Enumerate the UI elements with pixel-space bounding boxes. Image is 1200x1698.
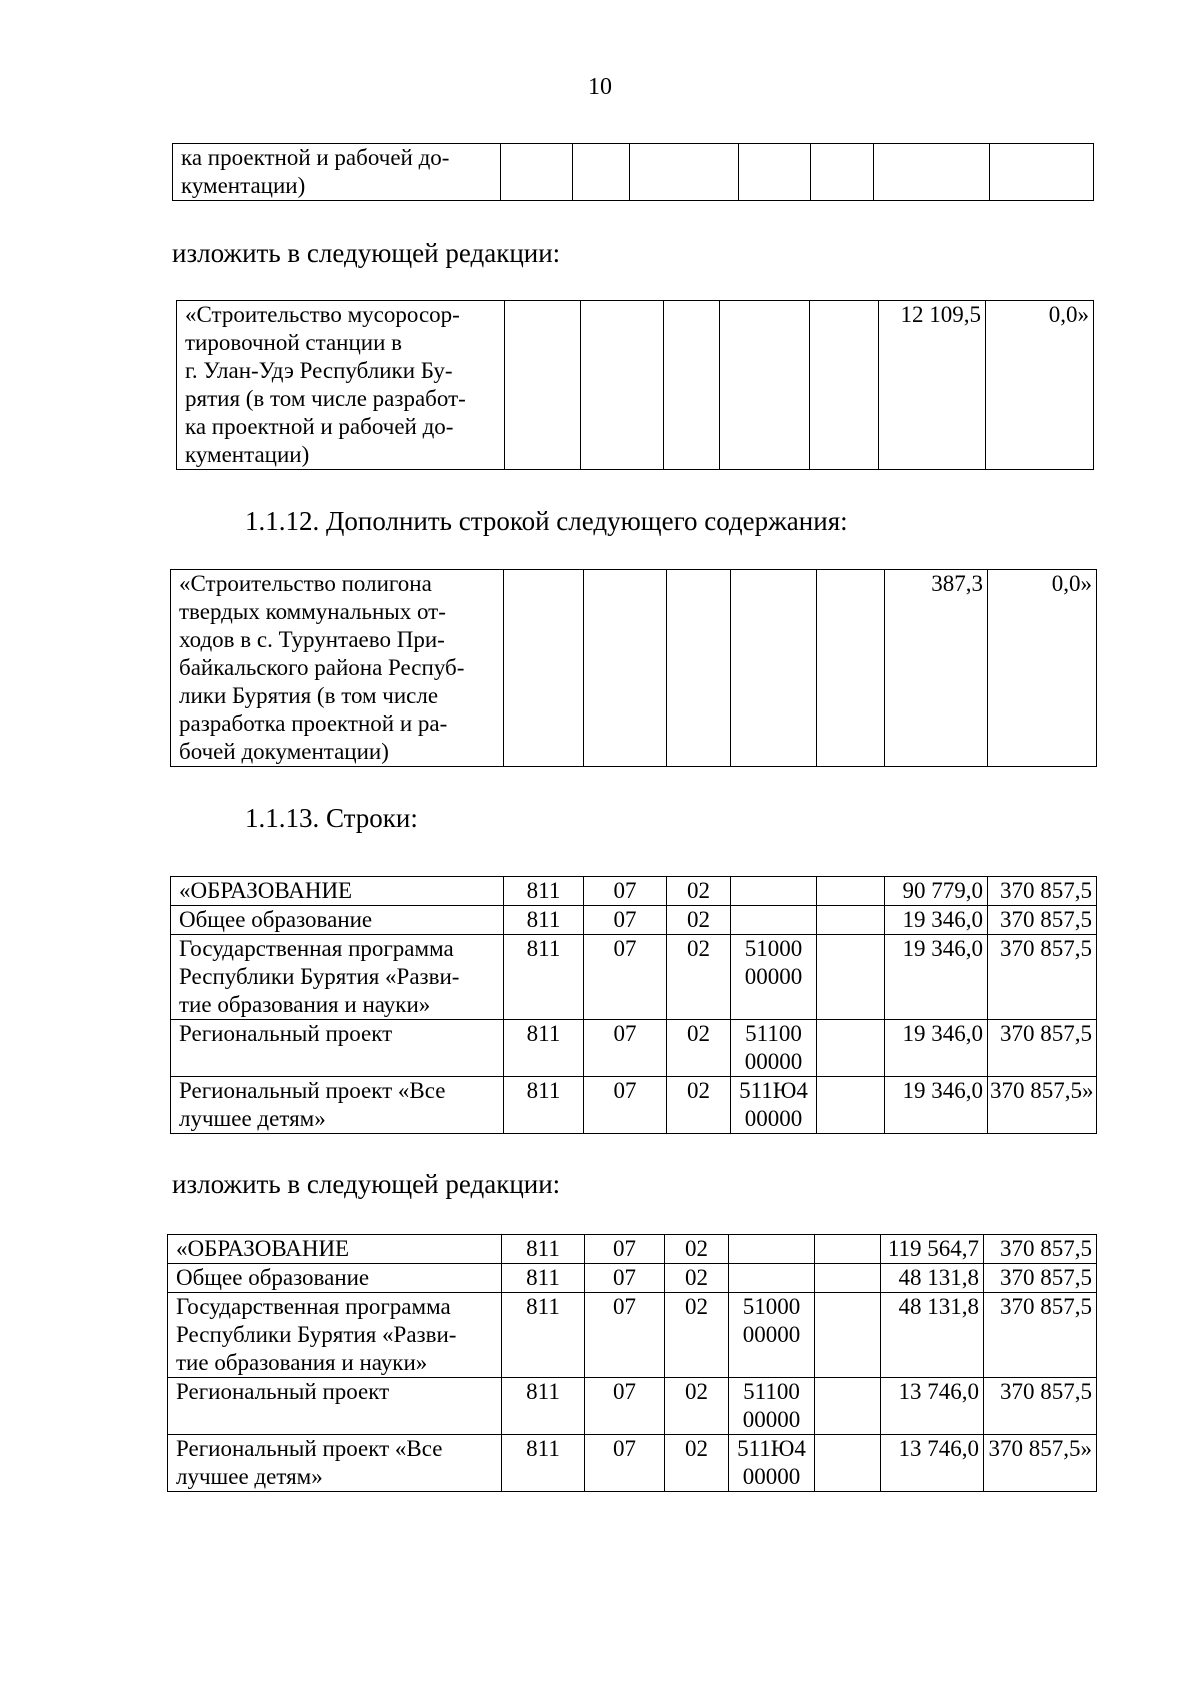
table-row: [171, 906, 1097, 935]
table-body: [173, 144, 1094, 201]
expense-type-cell: [817, 570, 885, 767]
amount2-cell: 370 857,5»: [984, 1435, 1097, 1492]
name-cell: «Строительство мусоросор- тировочной станции в г. Улан-Удэ Республики Бу- рятия (в том числе разработ- ка проектной и рабочей до- кументации): [177, 301, 505, 470]
expense-type-cell: [815, 1235, 881, 1264]
expense-type-cell: [817, 906, 885, 935]
amount2-cell: 370 857,5»: [988, 1077, 1097, 1134]
amount-cell: 19 346,0: [885, 906, 988, 935]
code-cell: [501, 144, 573, 201]
subsection-cell: [664, 301, 720, 470]
table-row: [171, 935, 1097, 1020]
amount2-cell: 370 857,5: [984, 1293, 1097, 1378]
table-row: [171, 1020, 1097, 1077]
section-heading: изложить в следующей редакции:: [172, 1169, 561, 1199]
amount-cell: 19 346,0: [885, 935, 988, 1020]
amount-cell: 19 346,0: [885, 1020, 988, 1077]
amount-cell: 387,3: [885, 570, 988, 767]
amount2-cell: 370 857,5: [984, 1378, 1097, 1435]
table-row: [168, 1293, 1097, 1378]
expense-type-cell: [810, 301, 879, 470]
amount2-cell: [990, 144, 1094, 201]
name-cell: Общее образование: [171, 906, 504, 935]
code-cell: 811: [504, 1020, 584, 1077]
section-cell: 07: [584, 1077, 667, 1134]
code-cell: 811: [502, 1293, 585, 1378]
name-cell: «Строительство полигона твердых коммунальных от- ходов в с. Турунтаево При- байкальского района Респуб- лики Бурятия (в том числе разработка проектной и ра- бочей документации): [171, 570, 504, 767]
table-replacement-waste-sorting: [176, 300, 1094, 470]
expense-type-cell: [815, 1293, 881, 1378]
subsection-cell: [630, 144, 739, 201]
code-cell: 811: [504, 935, 584, 1020]
table-body: [168, 1235, 1097, 1492]
section-heading: 1.1.12. Дополнить строкой следующего содержания:: [245, 506, 848, 536]
amount-cell: 119 564,7: [881, 1235, 984, 1264]
section-heading: 1.1.13. Строки:: [245, 803, 418, 833]
amount-cell: 13 746,0: [881, 1435, 984, 1492]
code-cell: 811: [502, 1378, 585, 1435]
expense-type-cell: [815, 1435, 881, 1492]
table-row: [168, 1264, 1097, 1293]
subsection-cell: 02: [667, 935, 731, 1020]
table-row: [168, 1235, 1097, 1264]
section-cell: 07: [584, 906, 667, 935]
amount-cell: [874, 144, 990, 201]
section-cell: [581, 301, 664, 470]
code-cell: 811: [502, 1264, 585, 1293]
target-article-cell: [729, 1235, 815, 1264]
amount2-cell: 0,0»: [986, 301, 1094, 470]
expense-type-cell: [817, 877, 885, 906]
target-article-cell: 51100 00000: [729, 1378, 815, 1435]
name-cell: Государственная программа Республики Бурятия «Разви- тие образования и науки»: [168, 1293, 502, 1378]
table-row: [171, 1077, 1097, 1134]
code-cell: 811: [502, 1235, 585, 1264]
target-article-cell: 51000 00000: [729, 1293, 815, 1378]
subsection-cell: 02: [667, 906, 731, 935]
amount-cell: 48 131,8: [881, 1293, 984, 1378]
section-cell: 07: [585, 1293, 665, 1378]
table-row: [177, 301, 1094, 470]
section-cell: 07: [584, 935, 667, 1020]
amount2-cell: 370 857,5: [984, 1264, 1097, 1293]
amount2-cell: 370 857,5: [988, 906, 1097, 935]
name-cell: Региональный проект: [171, 1020, 504, 1077]
code-cell: 811: [504, 877, 584, 906]
target-article-cell: [729, 1264, 815, 1293]
target-article-cell: 511Ю4 00000: [729, 1435, 815, 1492]
name-cell: Региональный проект «Все лучшее детям»: [171, 1077, 504, 1134]
amount-cell: 19 346,0: [885, 1077, 988, 1134]
amount2-cell: 370 857,5: [988, 877, 1097, 906]
expense-type-cell: [811, 144, 874, 201]
table-row: [173, 144, 1094, 201]
target-article-cell: 51000 00000: [731, 935, 817, 1020]
subsection-cell: 02: [665, 1293, 729, 1378]
amount2-cell: 0,0»: [988, 570, 1097, 767]
name-cell: «ОБРАЗОВАНИЕ: [168, 1235, 502, 1264]
table-addition-landfill: [170, 569, 1097, 767]
section-cell: 07: [584, 877, 667, 906]
subsection-cell: 02: [665, 1264, 729, 1293]
expense-type-cell: [815, 1378, 881, 1435]
target-article-cell: [731, 877, 817, 906]
amount-cell: 90 779,0: [885, 877, 988, 906]
code-cell: [505, 301, 581, 470]
target-article-cell: [731, 570, 817, 767]
table-education-new: [167, 1234, 1097, 1492]
target-article-cell: 51100 00000: [731, 1020, 817, 1077]
section-heading: изложить в следующей редакции:: [172, 238, 561, 268]
amount-cell: 48 131,8: [881, 1264, 984, 1293]
table-body: [171, 570, 1097, 767]
expense-type-cell: [815, 1264, 881, 1293]
code-cell: 811: [502, 1435, 585, 1492]
name-cell: Региональный проект «Все лучшее детям»: [168, 1435, 502, 1492]
table-body: [171, 877, 1097, 1134]
subsection-cell: 02: [667, 877, 731, 906]
code-cell: 811: [504, 1077, 584, 1134]
target-article-cell: 511Ю4 00000: [731, 1077, 817, 1134]
expense-type-cell: [817, 1077, 885, 1134]
expense-type-cell: [817, 1020, 885, 1077]
subsection-cell: 02: [665, 1378, 729, 1435]
name-cell: «ОБРАЗОВАНИЕ: [171, 877, 504, 906]
section-cell: [584, 570, 667, 767]
table-row: [171, 877, 1097, 906]
code-cell: 811: [504, 906, 584, 935]
section-cell: [573, 144, 630, 201]
table-row: [171, 570, 1097, 767]
section-cell: 07: [585, 1264, 665, 1293]
page-number: 10: [588, 74, 612, 100]
name-cell: Государственная программа Республики Бурятия «Разви- тие образования и науки»: [171, 935, 504, 1020]
subsection-cell: 02: [667, 1020, 731, 1077]
target-article-cell: [731, 906, 817, 935]
table-education-old: [170, 876, 1097, 1134]
amount2-cell: 370 857,5: [988, 1020, 1097, 1077]
target-article-cell: [720, 301, 810, 470]
section-cell: 07: [585, 1378, 665, 1435]
name-cell: Общее образование: [168, 1264, 502, 1293]
amount2-cell: 370 857,5: [988, 935, 1097, 1020]
name-cell: ка проектной и рабочей до- кументации): [173, 144, 501, 201]
target-article-cell: [739, 144, 811, 201]
amount-cell: 13 746,0: [881, 1378, 984, 1435]
section-cell: 07: [584, 1020, 667, 1077]
table-row: [168, 1435, 1097, 1492]
code-cell: [504, 570, 584, 767]
amount-cell: 12 109,5: [879, 301, 986, 470]
subsection-cell: [667, 570, 731, 767]
table-row: [168, 1378, 1097, 1435]
table-continuation: [172, 143, 1094, 201]
section-cell: 07: [585, 1435, 665, 1492]
name-cell: Региональный проект: [168, 1378, 502, 1435]
table-body: [177, 301, 1094, 470]
subsection-cell: 02: [665, 1435, 729, 1492]
expense-type-cell: [817, 935, 885, 1020]
subsection-cell: 02: [665, 1235, 729, 1264]
amount2-cell: 370 857,5: [984, 1235, 1097, 1264]
section-cell: 07: [585, 1235, 665, 1264]
subsection-cell: 02: [667, 1077, 731, 1134]
